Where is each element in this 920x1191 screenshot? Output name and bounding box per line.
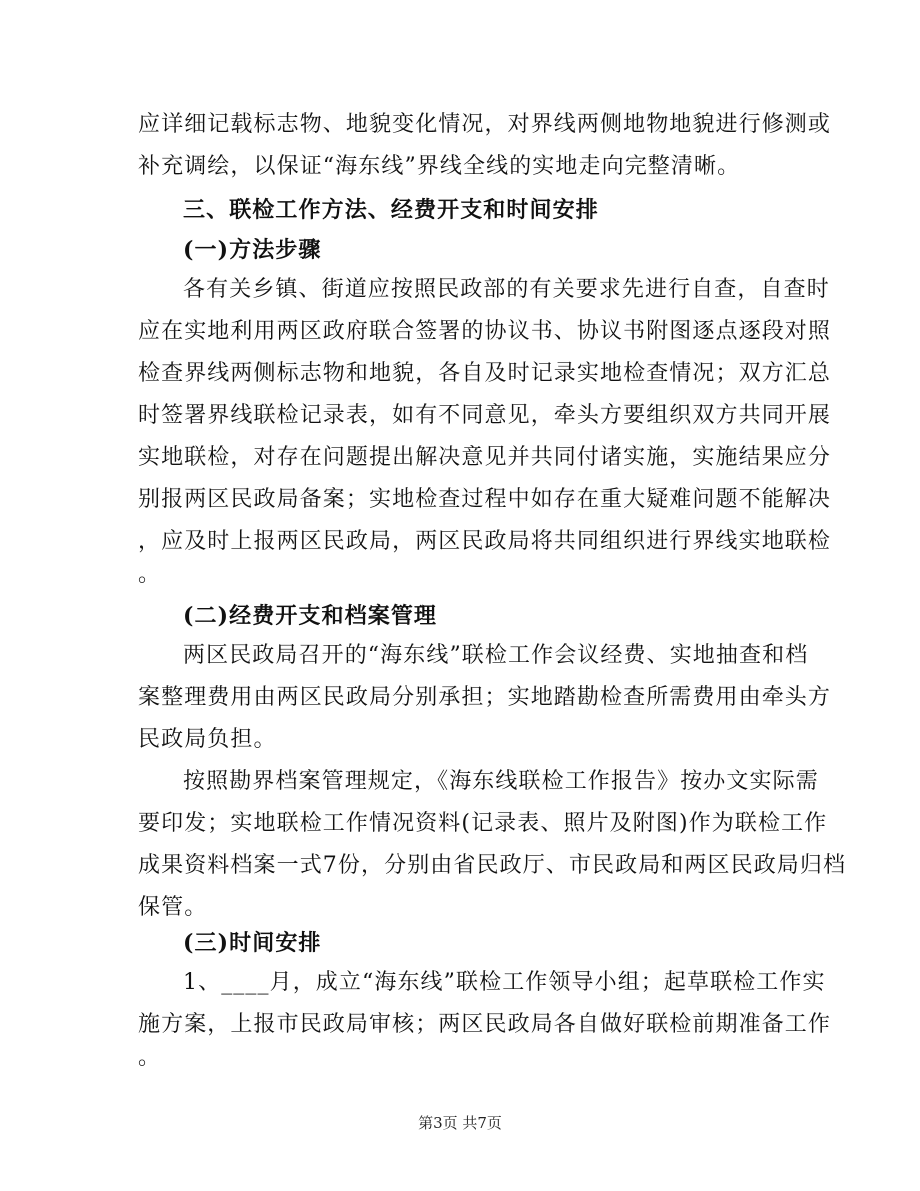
body-text-line: 两区民政局召开的“海东线”联检工作会议经费、实地抽查和档	[183, 643, 809, 668]
body-text-line: 各有关乡镇、街道应按照民政部的有关要求先进行自查，自查时	[183, 277, 830, 302]
body-text-line: 应在实地利用两区政府联合签署的协议书、协议书附图逐点逐段对照	[138, 319, 832, 344]
body-text-line: 。	[138, 1045, 162, 1070]
body-text-line: 案整理费用由两区民政局分别承担；实地踏勘检查所需费用由牵头方	[138, 685, 832, 710]
body-text-line: 要印发；实地联检工作情况资料(记录表、照片及附图)作为联检工作	[138, 811, 828, 836]
body-text-line: 保管。	[138, 895, 208, 920]
body-text-line: 民政局负担。	[138, 727, 277, 752]
subsection-heading: (二)经费开支和档案管理	[183, 603, 438, 629]
body-text-line: 实地联检，对存在问题提出解决意见并共同付诸实施，实施结果应分	[138, 445, 832, 470]
body-text-line: 检查界线两侧标志物和地貌，各自及时记录实地检查情况；双方汇总	[138, 361, 832, 386]
body-text-line: 补充调绘，以保证“海东线”界线全线的实地走向完整清晰。	[138, 154, 741, 179]
body-text-line: 应详细记载标志物、地貌变化情况，对界线两侧地物地貌进行修测或	[138, 112, 832, 137]
body-text-line: 时签署界线联检记录表，如有不同意见，牵头方要组织双方共同开展	[138, 403, 832, 428]
body-text-line: 成果资料档案一式7份，分别由省民政厅、市民政局和两区民政局归档	[138, 853, 847, 878]
body-text-line: 。	[138, 562, 162, 587]
section-heading: 三、联检工作方法、经费开支和时间安排	[183, 197, 599, 223]
page-number-footer: 第3页 共7页	[418, 1114, 502, 1132]
subsection-heading: (三)时间安排	[183, 930, 322, 956]
body-text-line: 按照勘界档案管理规定，《海东线联检工作报告》按办文实际需	[183, 769, 819, 794]
body-text-line: 1、____月，成立“海东线”联检工作领导小组；起草联检工作实	[183, 970, 826, 995]
body-text-line: 别报两区民政局备案；实地检查过程中如存在重大疑难问题不能解决	[138, 487, 832, 512]
subsection-heading: (一)方法步骤	[183, 237, 322, 263]
body-text-line: 施方案，上报市民政局审核；两区民政局各自做好联检前期准备工作	[138, 1012, 832, 1037]
body-text-line: ，应及时上报两区民政局，两区民政局将共同组织进行界线实地联检	[138, 529, 832, 554]
